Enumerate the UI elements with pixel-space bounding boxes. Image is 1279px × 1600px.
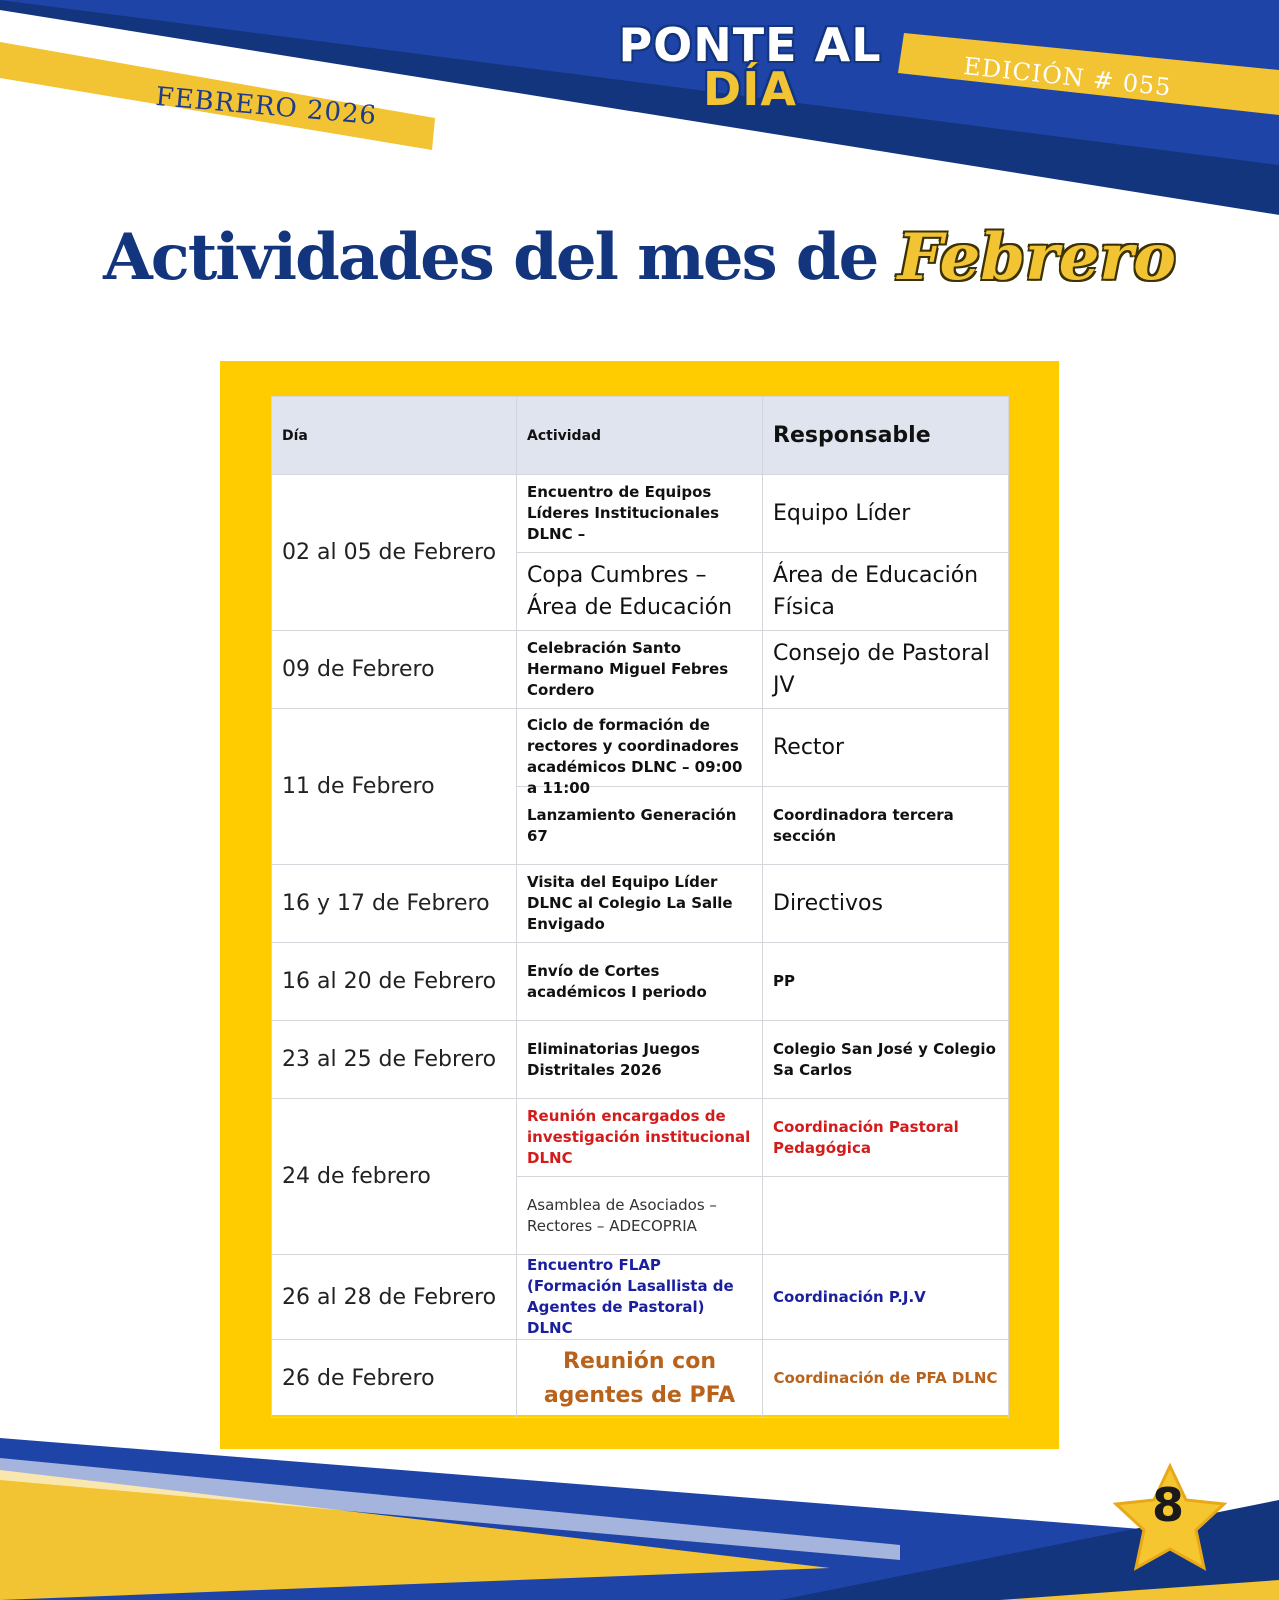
table-row xyxy=(272,631,1009,709)
table-row xyxy=(272,709,1009,787)
cell-responsable: Coordinadora tercera sección xyxy=(763,787,1009,865)
cell-responsable: Coordinación de PFA DLNC xyxy=(763,1340,1009,1418)
cell-dia: 09 de Febrero xyxy=(272,631,517,709)
cell-responsable: Equipo Líder xyxy=(763,475,1009,553)
cell-responsable: Directivos xyxy=(763,865,1009,943)
cell-dia: 23 al 25 de Febrero xyxy=(272,1021,517,1099)
cell-actividad: Visita del Equipo Líder DLNC al Colegio La Salle Envigado xyxy=(517,865,763,943)
cell-actividad: Reunión con agentes de PFA xyxy=(517,1340,763,1418)
table-row xyxy=(272,475,1009,553)
cell-dia: 24 de febrero xyxy=(272,1099,517,1255)
table-row xyxy=(272,1099,1009,1177)
table-row xyxy=(272,1021,1009,1099)
cell-dia: 16 y 17 de Febrero xyxy=(272,865,517,943)
activities-table xyxy=(271,396,1008,1415)
cell-dia: 11 de Febrero xyxy=(272,709,517,865)
cell-responsable: PP xyxy=(763,943,1009,1021)
cell-dia: 26 al 28 de Febrero xyxy=(272,1255,517,1340)
table-row xyxy=(272,1255,1009,1340)
issue-date: FEBRERO 2026 xyxy=(154,82,379,132)
title-line2: DÍA xyxy=(703,62,797,116)
page-title-accent: Febrero xyxy=(897,220,1176,295)
header-dia: Día xyxy=(272,397,517,475)
cell-responsable: Rector xyxy=(763,709,1009,787)
cell-actividad: Celebración Santo Hermano Miguel Febres Cordero xyxy=(517,631,763,709)
cell-actividad: Encuentro FLAP (Formación Lasallista de Agentes de Pastoral) DLNC xyxy=(517,1255,763,1340)
cell-actividad: Reunión encargados de investigación institucional DLNC xyxy=(517,1099,763,1177)
table-row xyxy=(272,1340,1009,1418)
cell-dia: 16 al 20 de Febrero xyxy=(272,943,517,1021)
cell-actividad: Encuentro de Equipos Líderes Institucionales DLNC – xyxy=(517,475,763,553)
edition-number: EDICIÓN # 055 xyxy=(962,52,1173,102)
table-header-row xyxy=(272,397,1009,475)
cell-actividad: Asamblea de Asociados – Rectores – ADECOPRIA xyxy=(517,1177,763,1255)
cell-actividad: Envío de Cortes académicos I periodo xyxy=(517,943,763,1021)
cell-actividad: Ciclo de formación de rectores y coordinadores académicos DLNC – 09:00 a 11:00 xyxy=(517,709,763,787)
cell-responsable: Coordinación Pastoral Pedagógica xyxy=(763,1099,1009,1177)
cell-responsable: Coordinación P.J.V xyxy=(763,1255,1009,1340)
title-line1: PONTE AL xyxy=(618,18,882,72)
page-number: 8 xyxy=(1151,1478,1184,1532)
table-row xyxy=(272,865,1009,943)
page-title-main: Actividades del mes de xyxy=(103,220,898,295)
header-actividad: Actividad xyxy=(517,397,763,475)
cell-actividad: Eliminatorias Juegos Distritales 2026 xyxy=(517,1021,763,1099)
cell-dia: 02 al 05 de Febrero xyxy=(272,475,517,631)
cell-actividad: Copa Cumbres – Área de Educación xyxy=(517,553,763,631)
cell-responsable xyxy=(763,1177,1009,1255)
page-title xyxy=(0,220,1279,295)
cell-responsable: Colegio San José y Colegio Sa Carlos xyxy=(763,1021,1009,1099)
table-row xyxy=(272,943,1009,1021)
cell-responsable: Consejo de Pastoral JV xyxy=(763,631,1009,709)
cell-actividad: Lanzamiento Generación 67 xyxy=(517,787,763,865)
cell-responsable: Área de Educación Física xyxy=(763,553,1009,631)
header-responsable: Responsable xyxy=(763,397,1009,475)
cell-dia: 26 de Febrero xyxy=(272,1340,517,1418)
newsletter-title xyxy=(600,18,900,116)
